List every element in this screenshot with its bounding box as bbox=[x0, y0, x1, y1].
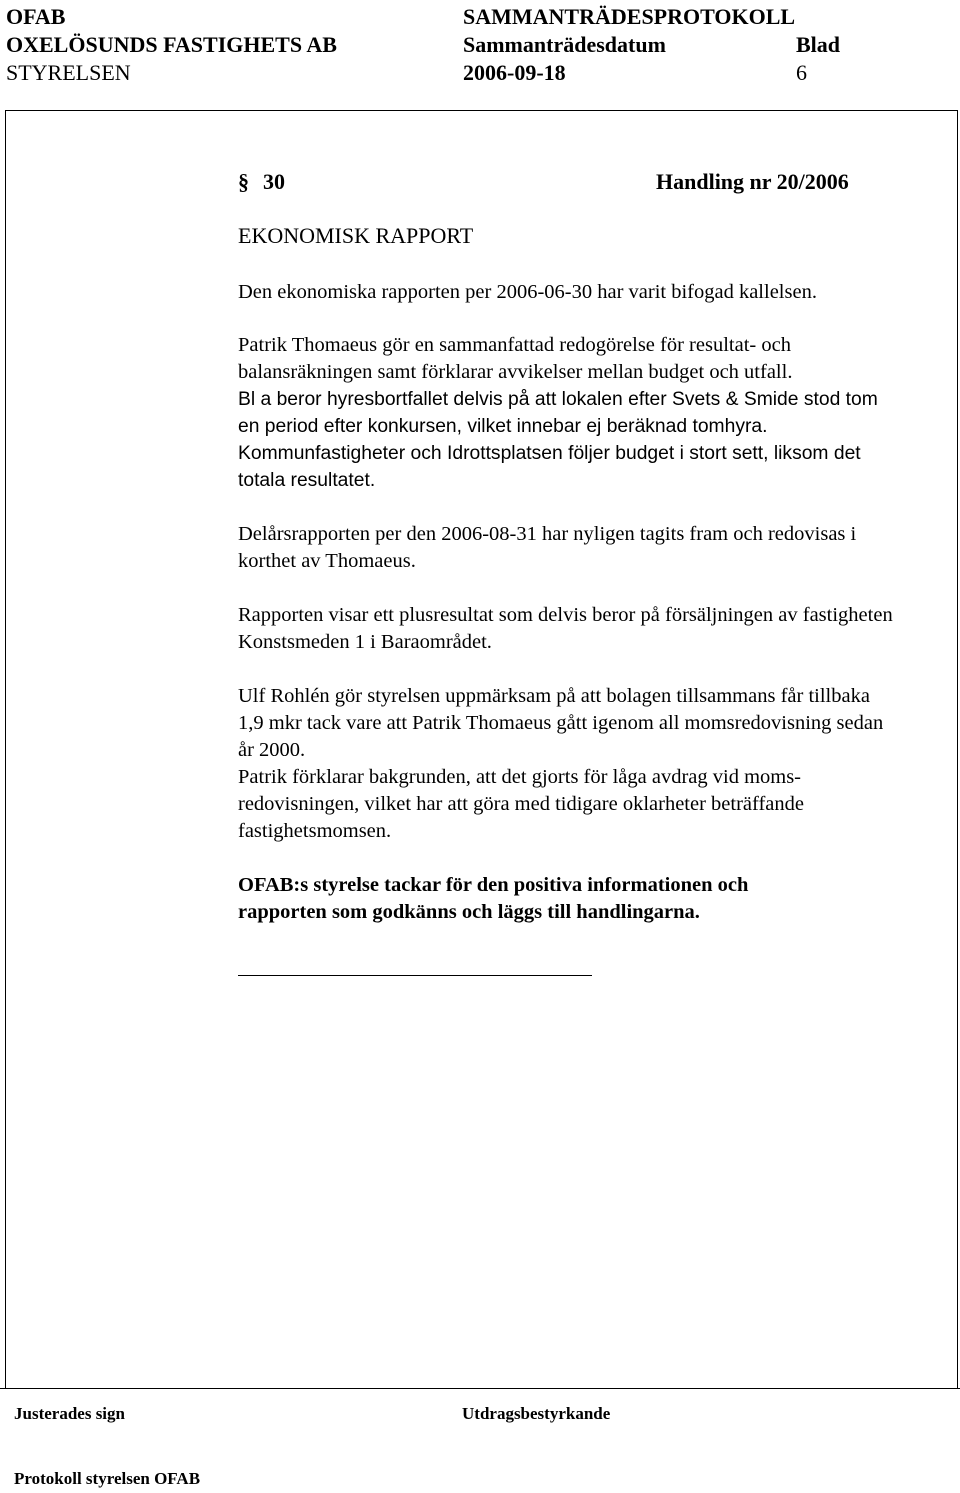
doc-type: SAMMANTRÄDESPROTOKOLL bbox=[463, 4, 796, 29]
paragraph-vat-refund: Ulf Rohlén gör styrelsen uppmärksam på att bolagen tillsammans får tillbaka 1,9 mkr tack vare att Patrik Thomaeus gått igenom all momsredovisning sedan år 2000. bbox=[238, 685, 884, 761]
paragraph-plus-result: Rapporten visar ett plusresultat som delvis beror på försäljningen av fastigheten Konstsmeden 1 i Baraområdet. bbox=[238, 604, 893, 653]
handling-number: Handling nr 20/2006 bbox=[656, 169, 849, 194]
signature-line bbox=[238, 975, 592, 976]
section-title: EKONOMISK RAPPORT bbox=[238, 223, 474, 248]
paragraph-report-attached: Den ekonomiska rapporten per 2006-06-30 har varit bifogad kallelsen. bbox=[238, 281, 817, 303]
paragraph-summary-line1: Patrik Thomaeus gör en sammanfattad redogörelse för resultat- och bbox=[238, 334, 791, 356]
board-label: STYRELSEN bbox=[6, 60, 131, 85]
org-short: OFAB bbox=[6, 4, 66, 29]
paragraph-interim-report: Delårsrapporten per den 2006-08-31 har nyligen tagits fram och redovisas i korthet av Thomaeus. bbox=[238, 523, 857, 572]
paragraph-symbol: § bbox=[238, 169, 249, 194]
decision-text: OFAB:s styrelse tackar för den positiva informationen och rapporten som godkänns och läggs till handlingarna. bbox=[238, 874, 749, 923]
page-number: 6 bbox=[796, 60, 807, 85]
date-value: 2006-09-18 bbox=[463, 60, 566, 85]
page-label: Blad bbox=[796, 32, 841, 57]
protocol-footer: Protokoll styrelsen OFAB bbox=[14, 1469, 201, 1488]
document-body bbox=[238, 279, 928, 926]
section-heading bbox=[238, 168, 285, 196]
footer-divider bbox=[0, 1388, 960, 1389]
paragraph-rent-loss: Bl a beror hyresbortfallet delvis på att lokalen efter Svets & Smide stod tom en period efter konkursen, vilket innebar ej beräknad tomhyra. Kommunfastigheter och Idrottsplatsen följer budget i stort sett, liksom det totala resultatet. bbox=[238, 389, 878, 491]
date-label: Sammanträdesdatum bbox=[463, 32, 666, 57]
org-name: OXELÖSUNDS FASTIGHETS AB bbox=[6, 32, 337, 57]
paragraph-vat-background: Patrik förklarar bakgrunden, att det gjorts för låga avdrag vid moms-redovisningen, vilket har att göra med tidigare oklarheter beträffande fastighetsmomsen. bbox=[238, 766, 804, 842]
paragraph-summary-line2: balansräkningen samt förklarar avvikelser mellan budget och utfall. bbox=[238, 361, 793, 383]
justerades-sign: Justerades sign bbox=[14, 1404, 125, 1423]
section-number: 30 bbox=[263, 169, 285, 194]
utdragsbestyrkande: Utdragsbestyrkande bbox=[462, 1404, 611, 1423]
